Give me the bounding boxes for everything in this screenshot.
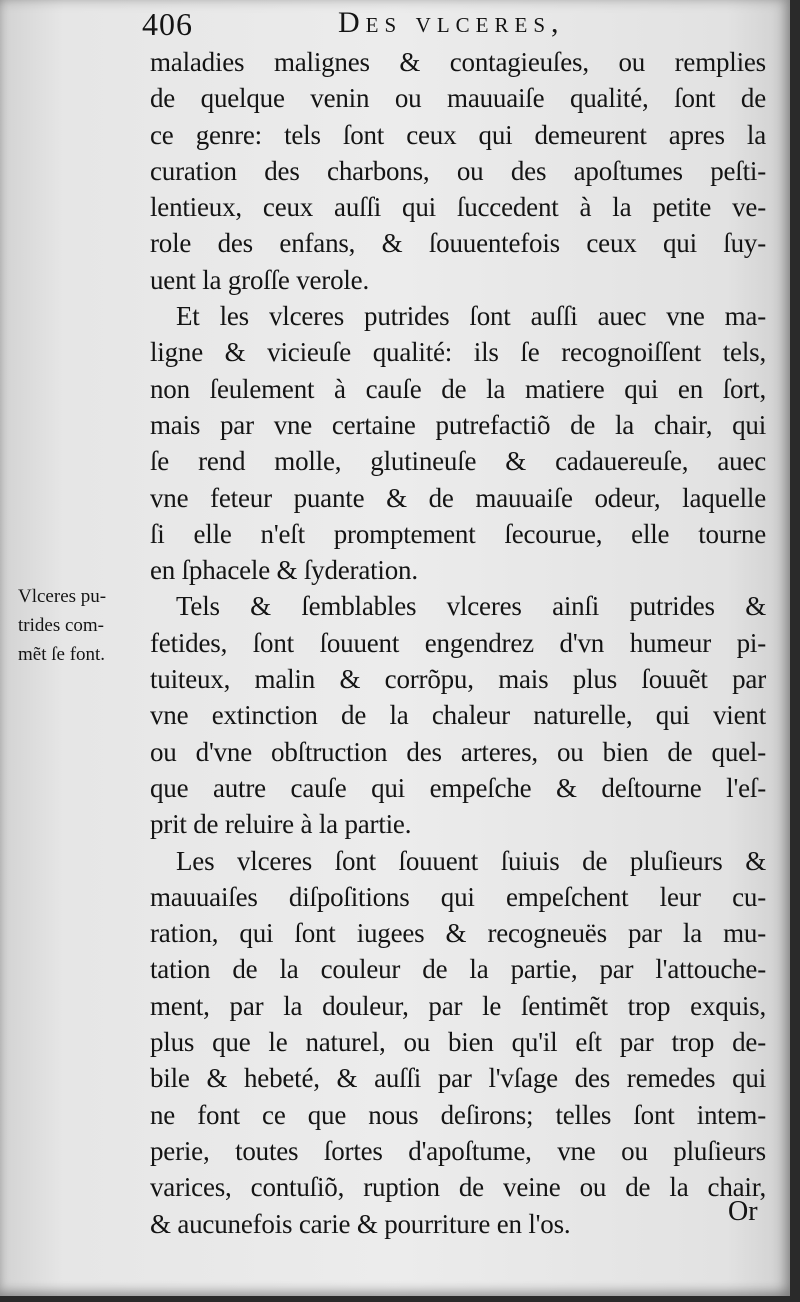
text-line: non ſeulement à cauſe de la matiere qui en ſort,: [150, 373, 766, 404]
text-line: prit de reluire à la partie.: [150, 809, 412, 840]
text-line: role des enfans, & ſouuentefois ceux qui ſuy-: [150, 228, 766, 259]
margin-note-line: Vlceres pu-: [18, 586, 107, 607]
text-line: vne extinction de la chaleur naturelle, qui vient: [150, 700, 766, 731]
text-line: ou d'vne obſtruction des arteres, ou bien de quel-: [150, 736, 766, 767]
text-line: en ſphacele & ſyderation.: [150, 555, 418, 586]
text-line: maladies malignes & contagieuſes, ou remplies: [150, 47, 766, 77]
page-header: [142, 6, 752, 46]
text-line: bile & hebeté, & auſſi par l'vſage des remedes qui: [150, 1063, 766, 1094]
text-line: lentieux, ceux auſſi qui ſuccedent à la petite ve-: [150, 192, 766, 223]
text-line: ſi elle n'eſt promptement ſecourue, elle tourne: [150, 518, 766, 549]
text-line: curation des charbons, ou des apoſtumes peſti-: [150, 155, 766, 186]
text-line: tuiteux, malin & corrõpu, mais plus ſouuẽt par: [150, 664, 766, 695]
text-line: Et les vlceres putrides ſont auſſi auec vne ma-: [176, 301, 766, 332]
text-line: ſe rend molle, glutineuſe & cadauereuſe, auec: [150, 446, 766, 477]
body-text: [150, 44, 766, 1242]
text-line: de quelque venin ou mauuaiſe qualité, ſont de: [150, 83, 766, 114]
text-line: ligne & vicieuſe qualité: ils ſe recognoiſſent tels,: [150, 337, 766, 368]
text-line: uent la groſſe verole.: [150, 264, 370, 295]
catchword: Or: [728, 1196, 758, 1227]
text-line: varices, contuſiõ, ruption de veine ou de la chair,: [150, 1172, 766, 1203]
text-line: fetides, ſont ſouuent engendrez d'vn humeur pi-: [150, 627, 766, 658]
margin-note-line: mẽt ſe font.: [18, 644, 106, 665]
page-number: 406: [142, 6, 193, 42]
text-line: ce genre: tels ſont ceux qui demeurent apres la: [150, 119, 766, 150]
text-line: perie, toutes ſortes d'apoſtume, vne ou pluſieurs: [150, 1135, 766, 1166]
text-line: tation de la couleur de la partie, par l'attouche-: [150, 954, 766, 985]
text-line: que autre cauſe qui empeſche & deſtourne l'eſ-: [150, 772, 766, 803]
margin-note: [18, 582, 158, 669]
text-line: ment, par la douleur, par le ſentimẽt trop exquis,: [150, 990, 766, 1021]
margin-note-line: trides com-: [18, 615, 105, 636]
text-line: ration, qui ſont iugees & recogneuës par la mu-: [150, 918, 766, 949]
text-line: & aucunefois carie & pourriture en l'os.: [150, 1208, 571, 1239]
text-line: Les vlceres ſont ſouuent ſuiuis de pluſieurs &: [176, 845, 766, 876]
text-line: ne font ce que nous deſirons; telles ſont intem-: [150, 1099, 766, 1130]
text-line: mais par vne certaine putrefactiõ de la chair, qui: [150, 409, 766, 440]
running-title: Des vlceres,: [338, 6, 565, 39]
text-line: vne feteur puante & de mauuaiſe odeur, laquelle: [150, 482, 766, 513]
text-line: Tels & ſemblables vlceres ainſi putrides &: [176, 591, 766, 622]
text-line: mauuaiſes diſpoſitions qui empeſchent leur cu-: [150, 881, 766, 912]
text-line: plus que le naturel, ou bien qu'il eſt par trop de-: [150, 1027, 766, 1058]
